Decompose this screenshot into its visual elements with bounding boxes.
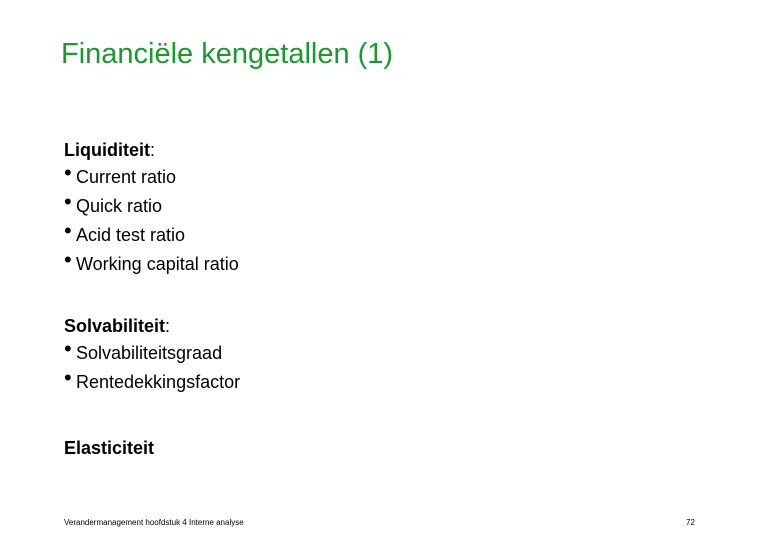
bullet-icon: •: [64, 160, 72, 185]
bullet-icon: •: [64, 189, 72, 214]
list-item-text: Current ratio: [76, 167, 177, 187]
bullet-icon: •: [64, 336, 72, 361]
section-heading-text: Elasticiteit: [64, 438, 155, 458]
section-heading: [64, 435, 664, 461]
list-item-text: Rentedekkingsfactor: [76, 372, 241, 392]
list-item: [64, 365, 664, 397]
section-heading-text: Liquiditeit: [64, 140, 150, 160]
section-heading-colon: :: [165, 316, 171, 336]
footer-text: Verandermanagement hoofdstuk 4 Interne analyse: [64, 518, 244, 527]
bullet-list: [64, 160, 664, 279]
section-liquiditeit: [64, 137, 664, 279]
section-heading: [64, 313, 664, 339]
list-item: [64, 336, 664, 368]
list-item: [64, 218, 664, 250]
list-item: [64, 189, 664, 221]
bullet-icon: •: [64, 365, 72, 390]
page-number: 72: [686, 518, 695, 527]
list-item-text: Working capital ratio: [76, 254, 239, 274]
bullet-list: [64, 336, 664, 397]
slide-content: [64, 137, 664, 461]
section-heading-text: Solvabiliteit: [64, 316, 166, 336]
slide-title: Financiële kengetallen (1): [61, 38, 394, 70]
bullet-icon: •: [64, 218, 72, 243]
bullet-icon: •: [64, 247, 72, 272]
section-elasticiteit: [64, 435, 664, 461]
list-item-text: Solvabiliteitsgraad: [76, 343, 223, 363]
list-item-text: Quick ratio: [76, 196, 163, 216]
list-item: [64, 247, 664, 279]
section-solvabiliteit: [64, 313, 664, 397]
section-heading: [64, 137, 664, 163]
section-heading-colon: :: [149, 140, 155, 160]
list-item-text: Acid test ratio: [76, 225, 186, 245]
list-item: [64, 160, 664, 192]
